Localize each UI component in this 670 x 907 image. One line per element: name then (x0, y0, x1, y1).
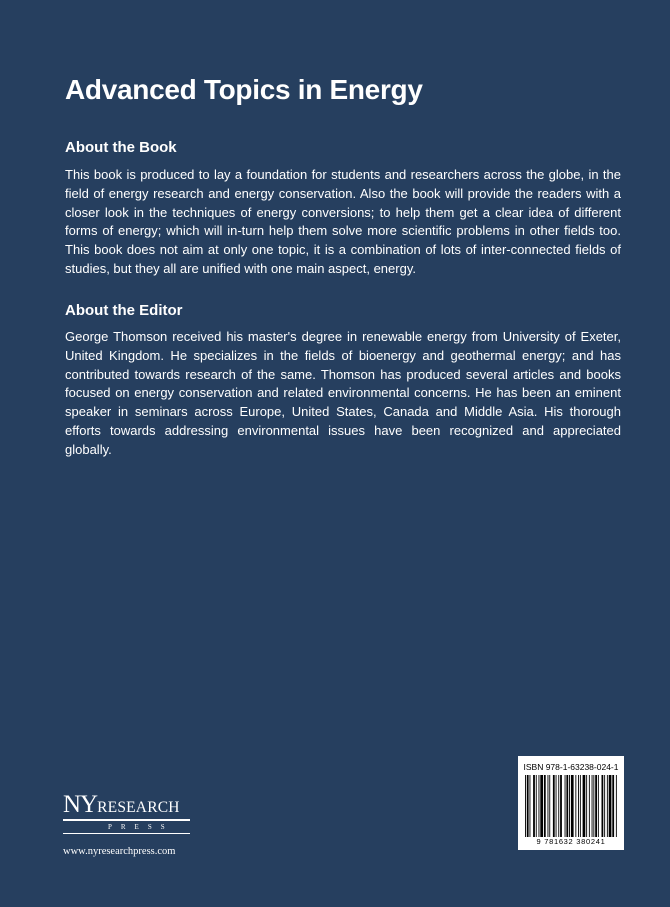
barcode-bar (609, 775, 612, 837)
barcode-bar (583, 775, 586, 837)
barcode-bar (556, 775, 557, 837)
barcode-bar (575, 775, 576, 837)
publisher-research: RESEARCH (97, 799, 180, 816)
barcode-bar (566, 775, 568, 837)
barcode-bar (602, 775, 604, 837)
barcode-digits: 9 781632 380241 (536, 837, 606, 846)
barcode-bar (592, 775, 593, 837)
barcode-bar (578, 775, 579, 837)
isbn-label: ISBN 978-1-63238-024-1 (523, 762, 619, 772)
publisher-press: PRESS (108, 822, 174, 831)
barcode-bar (539, 775, 540, 837)
barcode-bar (544, 775, 546, 837)
barcode-bar (580, 775, 581, 837)
barcode-bar (536, 775, 537, 837)
about-editor-text: George Thomson received his master's degree in renewable energy from University of Exeter, United Kingdom. He specializes in the fields of bioenergy and geothermal energy; and has contributed towards research of the same. Thomson has produced several articles and books focused on energy conservation and related environmental concerns. He has been an eminent speaker in seminars across Europe, United States, Canada and Middle Asia. His thorough efforts towards addressing environmental issues have been recognized and appreciated globally. (65, 329, 621, 457)
barcode-bar (595, 775, 597, 837)
barcode-bar (527, 775, 529, 837)
barcode-bar (565, 775, 566, 837)
barcode-bar (598, 775, 599, 837)
about-book-text: This book is produced to lay a foundation for students and researchers across the globe, in the field of energy research and energy conservation. Also the book will provide the readers with a closer look in the techniques of energy conversions; to help them get a clear idea of different forms of energy; which will in-turn help them solve more scientific problems in other fields too. This book does not aim at only one topic, it is a combination of lots of inter-connected fields of studies, but they all are unified with one main aspect, energy. (65, 167, 621, 276)
barcode-bar (604, 775, 605, 837)
barcode-bar (525, 775, 526, 837)
barcode-bar (571, 775, 574, 837)
barcode-bar (607, 775, 608, 837)
barcode-bar (569, 775, 570, 837)
barcode-bar (530, 775, 531, 837)
publisher-rule-bottom (63, 833, 190, 835)
barcode-bar (553, 775, 555, 837)
barcode-bar (549, 775, 550, 837)
barcode-bar (558, 775, 559, 837)
about-book-heading: About the Book (65, 139, 177, 156)
barcode-bar (593, 775, 594, 837)
publisher-rule-top (63, 819, 190, 821)
barcode-bar (589, 775, 590, 837)
barcode-bar (540, 775, 543, 837)
barcode-bar (533, 775, 535, 837)
publisher-logo (63, 792, 203, 857)
barcode-bar (586, 775, 587, 837)
isbn-barcode (518, 756, 624, 850)
barcode-bar (612, 775, 614, 837)
about-editor-heading: About the Editor (65, 302, 183, 319)
book-title: Advanced Topics in Energy (65, 74, 423, 105)
publisher-ny: NY (63, 791, 98, 818)
barcode-bar (616, 775, 617, 837)
barcode-bar (560, 775, 562, 837)
barcode-bars (524, 775, 618, 837)
barcode-bar (548, 775, 549, 837)
publisher-wordmark (63, 792, 203, 817)
publisher-url: www.nyresearchpress.com (63, 846, 176, 857)
